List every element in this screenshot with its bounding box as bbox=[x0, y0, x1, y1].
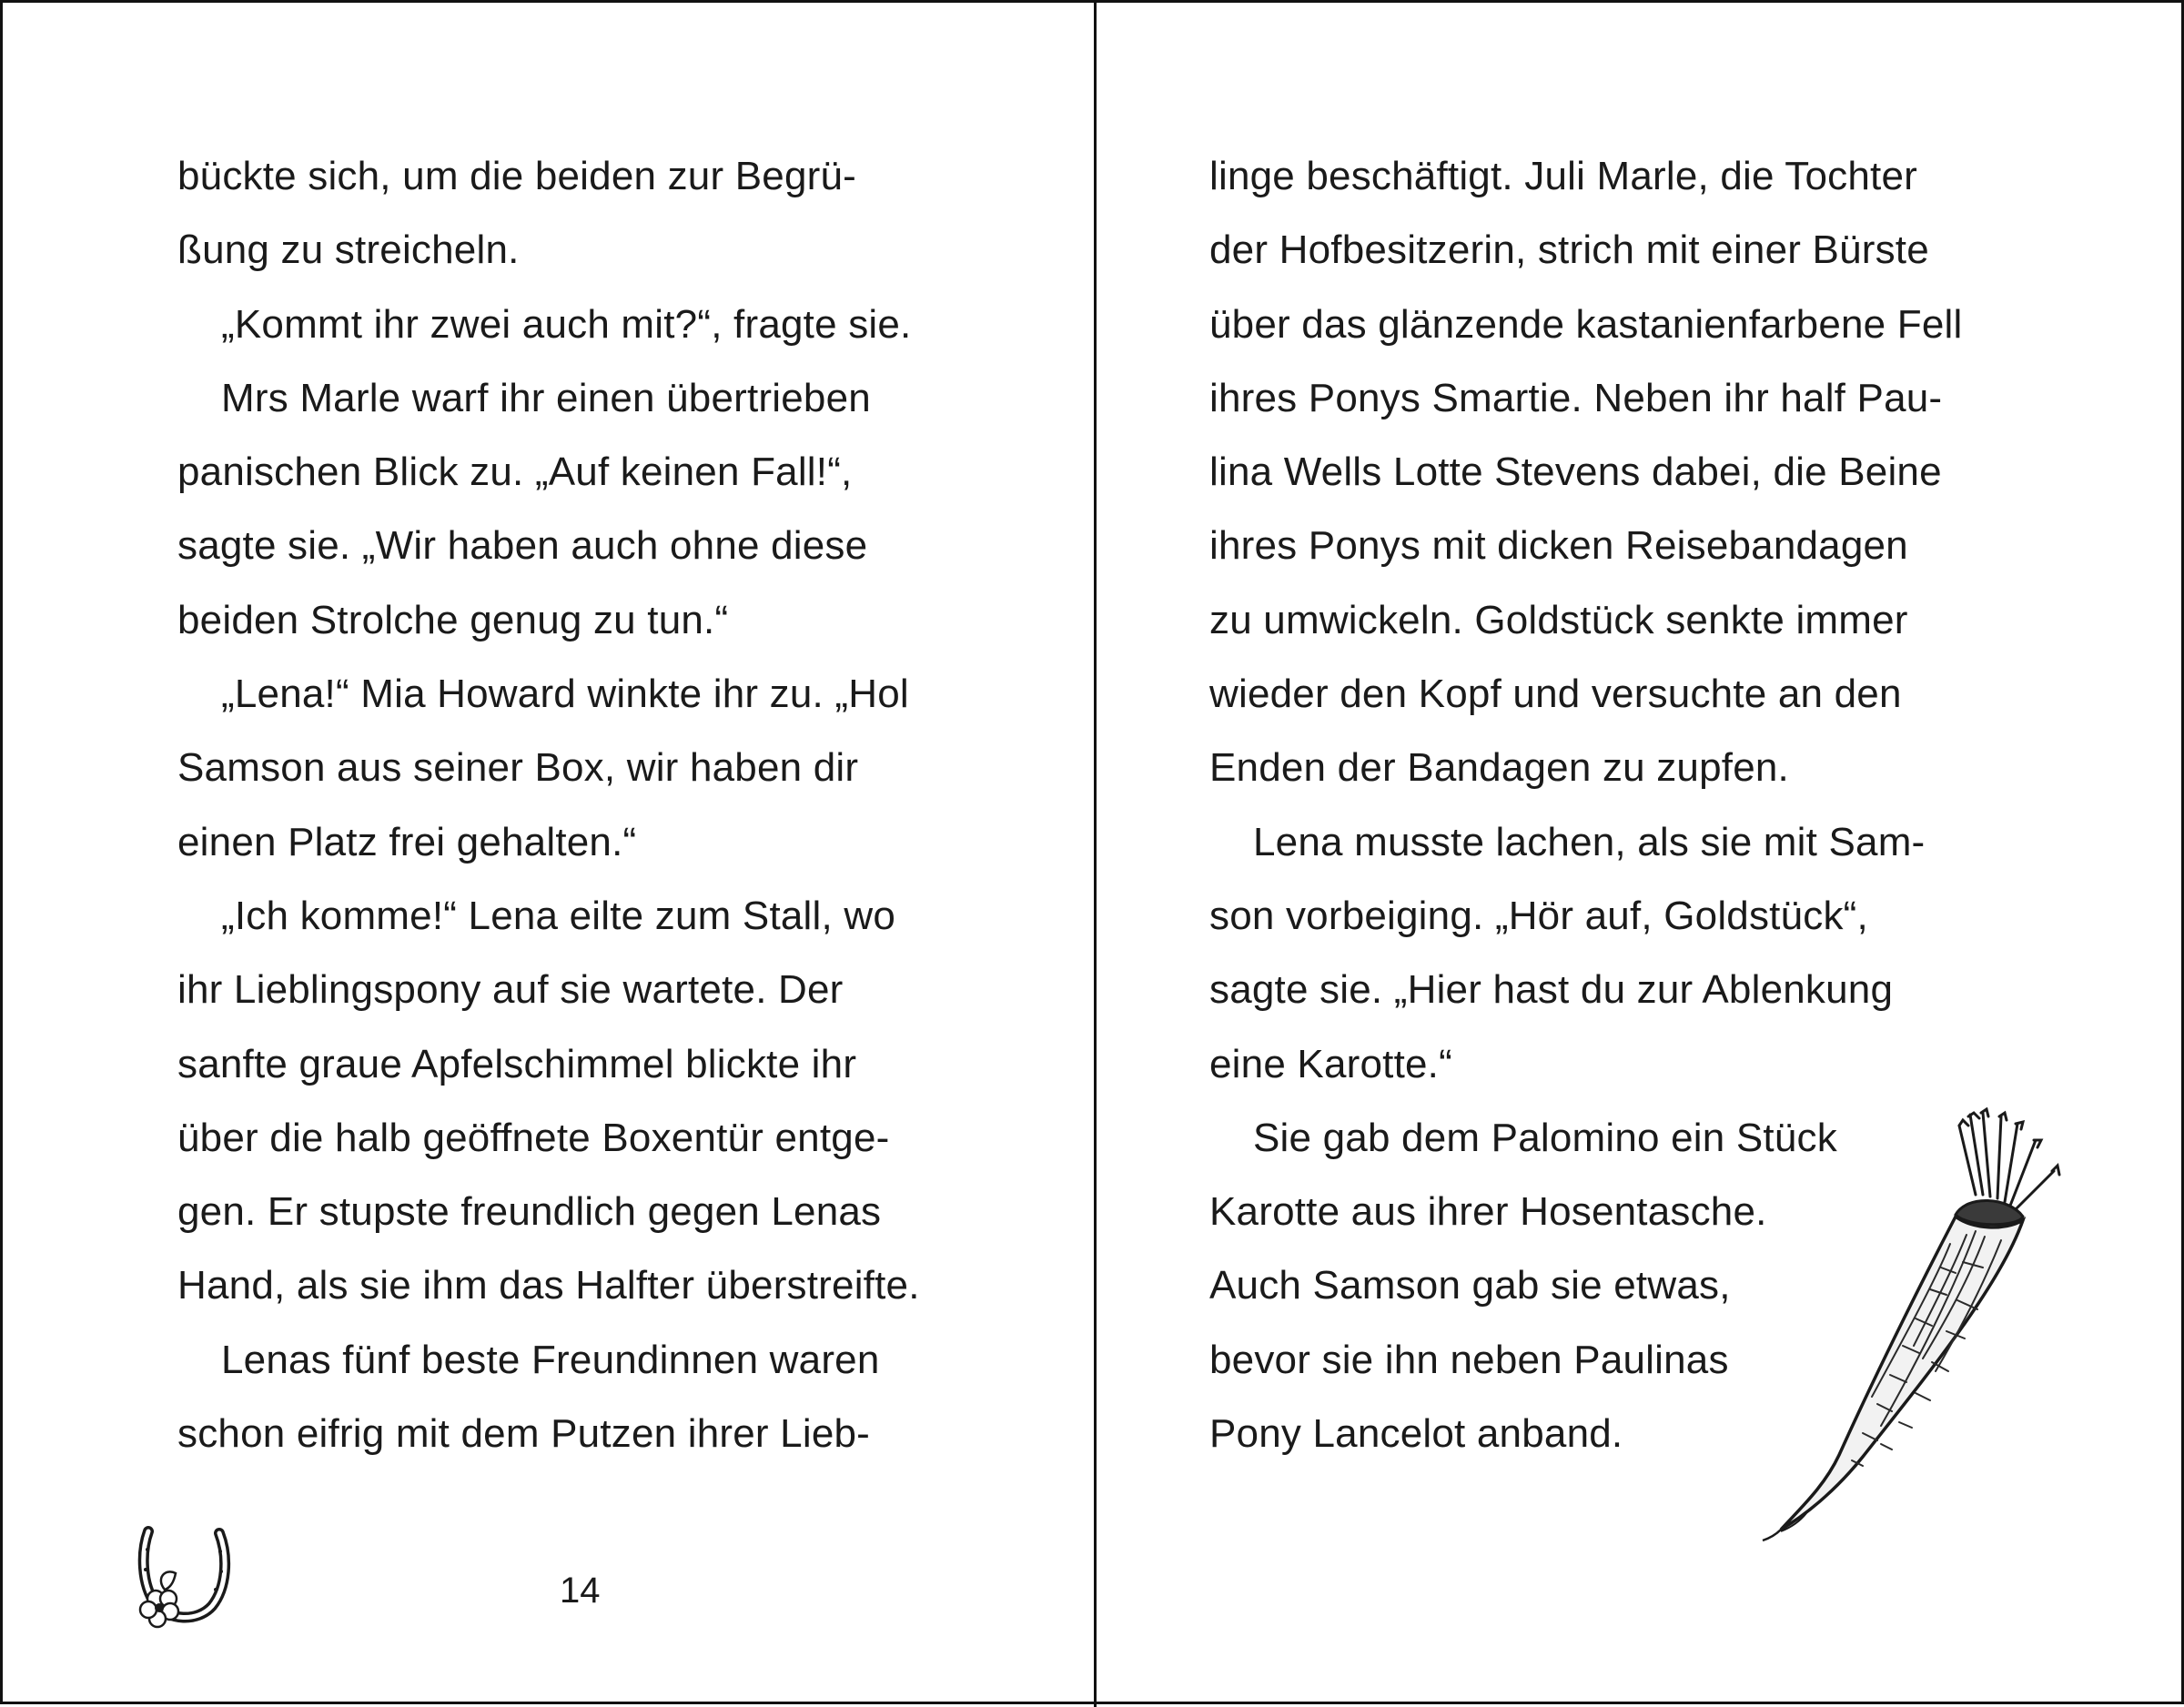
text-line: „Ich komme!“ Lena eilte zum Stall, wo bbox=[221, 893, 896, 938]
text-line: Samson aus seiner Box, wir haben dir bbox=[177, 745, 859, 791]
text-line: Mrs Marle warf ihr einen übertrieben bbox=[221, 375, 871, 420]
text-line: gen. Er stupste freundlich gegen Lenas bbox=[177, 1189, 882, 1235]
text-line: der Hofbesitzerin, strich mit einer Bürste bbox=[1209, 227, 1929, 273]
text-line: Sie gab dem Palomino ein Stück bbox=[1253, 1115, 1837, 1160]
text-line: eine Karotte.“ bbox=[1209, 1041, 1452, 1086]
text-line: Lena musste lachen, als sie mit Sam- bbox=[1253, 819, 1926, 864]
text-line: ihres Ponys Smartie. Neben ihr half Pau- bbox=[1209, 375, 1943, 420]
text-line: lina Wells Lotte Stevens dabei, die Beine bbox=[1209, 449, 1942, 495]
text-line: Auch Samson gab sie etwas, bbox=[1209, 1263, 1731, 1308]
text-line: wieder den Kopf und versuchte an den bbox=[1209, 672, 1902, 717]
text-line: ihr Lieblingspony auf sie wartete. Der bbox=[177, 967, 844, 1013]
left-page bbox=[3, 3, 1094, 1707]
text-line: zu umwickeln. Goldstück senkte immer bbox=[1209, 597, 1908, 642]
text-line: Karotte aus ihrer Hosentasche. bbox=[1209, 1189, 1767, 1235]
horseshoe-flower-icon bbox=[128, 1524, 238, 1631]
carrot-illustration bbox=[1744, 1107, 2072, 1544]
text-line: über die halb geöffnete Boxentür entge- bbox=[177, 1115, 890, 1160]
text-line: sanfte graue Apfelschimmel blickte ihr bbox=[177, 1041, 857, 1086]
text-line: beiden Strolche genug zu tun.“ bbox=[177, 597, 729, 642]
text-line: ßung zu streicheln. bbox=[177, 227, 520, 273]
text-line: bückte sich, um die beiden zur Begrü- bbox=[177, 154, 857, 198]
text-line: einen Platz frei gehalten.“ bbox=[177, 819, 637, 864]
text-line: bevor sie ihn neben Paulinas bbox=[1209, 1337, 1729, 1382]
text-line: Pony Lancelot anband. bbox=[1209, 1411, 1623, 1457]
text-line: Enden der Bandagen zu zupfen. bbox=[1209, 745, 1789, 791]
text-line: panischen Blick zu. „Auf keinen Fall!“, bbox=[177, 449, 853, 495]
right-page bbox=[1097, 3, 2184, 1707]
text-line: Lenas fünf beste Freundinnen waren bbox=[221, 1337, 880, 1382]
left-page-text bbox=[177, 139, 920, 1470]
text-line: sagte sie. „Wir haben auch ohne diese bbox=[177, 523, 868, 569]
text-line: son vorbeiging. „Hör auf, Goldstück“, bbox=[1209, 893, 1868, 938]
text-line: linge beschäftigt. Juli Marle, die Tochter bbox=[1209, 154, 1917, 198]
page-number: 14 bbox=[560, 1571, 601, 1611]
text-line: „Kommt ihr zwei auch mit?“, fragte sie. bbox=[221, 301, 912, 347]
text-line: über das glänzende kastanienfarbene Fell bbox=[1209, 301, 1963, 347]
text-line: sagte sie. „Hier hast du zur Ablenkung bbox=[1209, 967, 1894, 1013]
text-line: schon eifrig mit dem Putzen ihrer Lieb- bbox=[177, 1411, 871, 1457]
text-line: Hand, als sie ihm das Halfter überstreifte. bbox=[177, 1263, 920, 1308]
text-line: ihres Ponys mit dicken Reisebandagen bbox=[1209, 523, 1908, 569]
text-line: „Lena!“ Mia Howard winkte ihr zu. „Hol bbox=[221, 672, 909, 717]
